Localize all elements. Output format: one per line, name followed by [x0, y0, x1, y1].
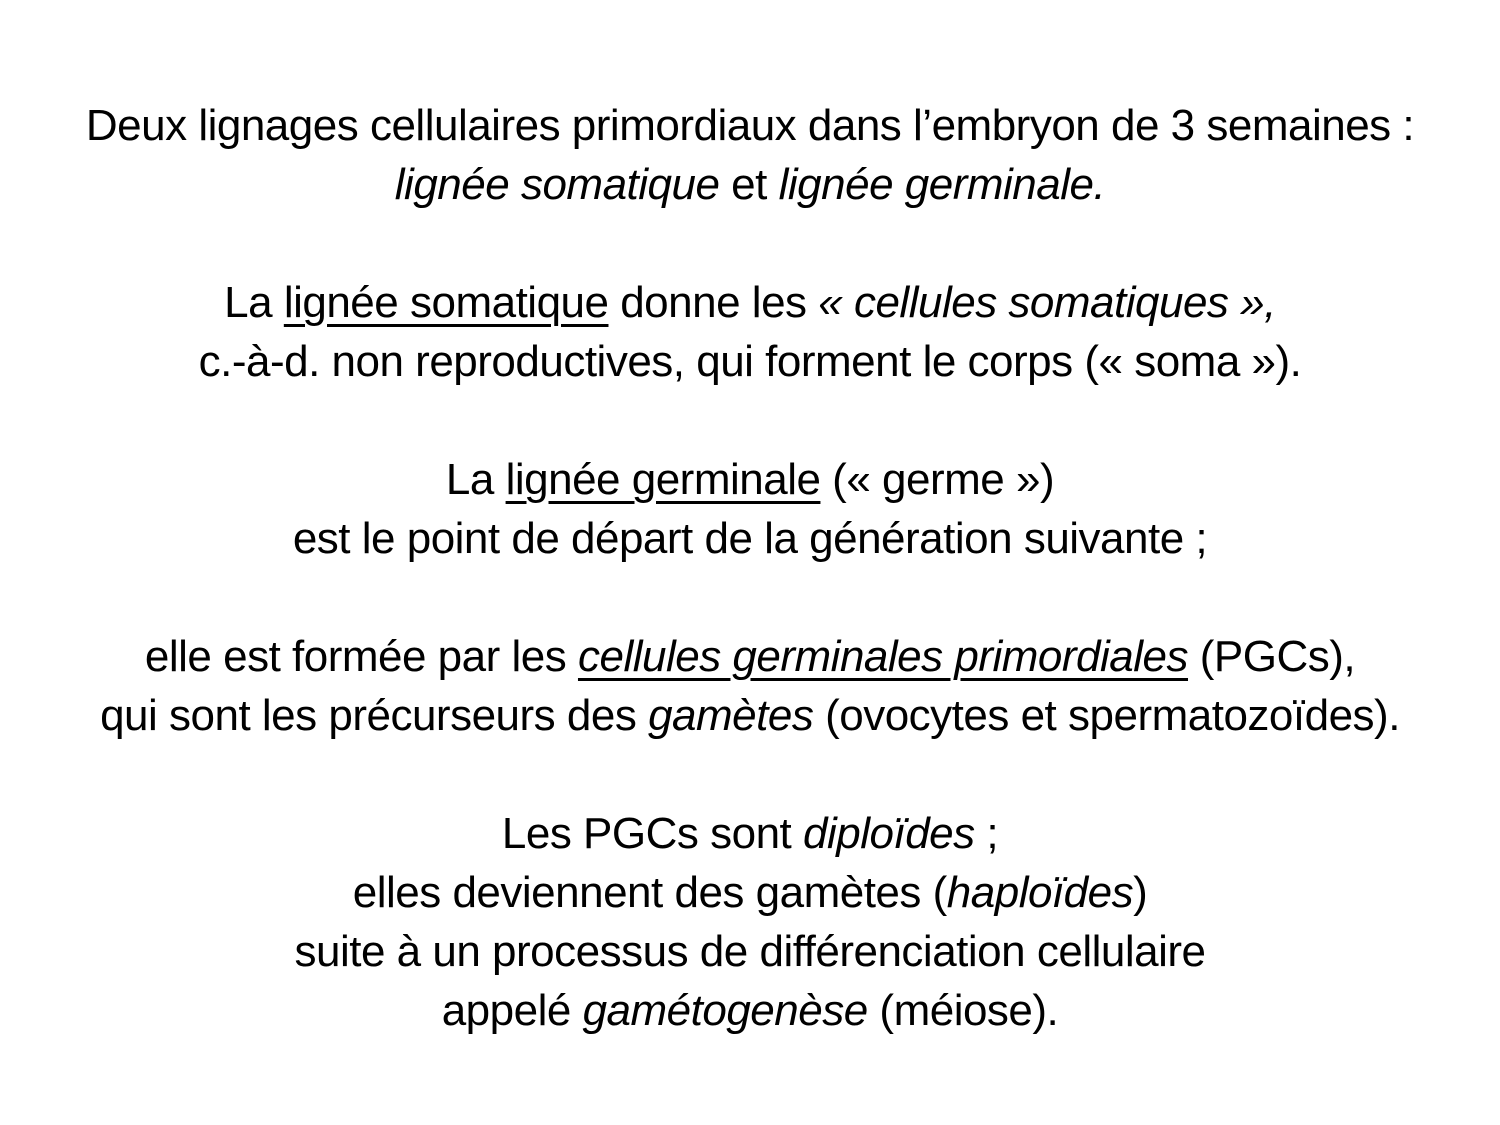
text-segment: c.-à-d. non reproductives, qui forment le corps (« soma »). [198, 337, 1302, 386]
text-segment: donne les [608, 278, 819, 327]
text-line [0, 273, 1500, 332]
text-segment: lignée germinale [505, 455, 821, 504]
text-segment: Deux lignages cellulaires primordiaux dans l’embryon de 3 semaines : [85, 101, 1415, 150]
paragraph-germinal-lineage [0, 450, 1500, 568]
text-segment: Les PGCs sont [501, 809, 804, 858]
text-segment: ) [1133, 868, 1148, 917]
text-line [0, 627, 1500, 686]
text-segment: ; [974, 809, 999, 858]
paragraph-pgcs [0, 627, 1500, 745]
text-segment: lignée germinale. [778, 160, 1106, 209]
text-segment: qui sont les précurseurs des [100, 691, 649, 740]
text-segment: suite à un processus de différenciation cellulaire [294, 927, 1206, 976]
text-line [0, 509, 1500, 568]
text-line [0, 96, 1500, 155]
paragraph-somatic-lineage [0, 273, 1500, 391]
text-segment: elle est formée par les [144, 632, 578, 681]
text-line [0, 804, 1500, 863]
text-line [0, 922, 1500, 981]
text-segment: La [445, 455, 506, 504]
text-line [0, 332, 1500, 391]
paragraph-gametogenesis [0, 804, 1500, 1040]
text-segment: cellules germinales primordiales [577, 632, 1189, 681]
text-segment: « cellules somatiques », [818, 278, 1276, 327]
text-segment: et [719, 160, 779, 209]
text-segment: (PGCs), [1188, 632, 1356, 681]
text-segment: gamétogenèse [582, 986, 868, 1035]
text-segment: lignée somatique [394, 160, 720, 209]
text-line [0, 981, 1500, 1040]
text-segment: est le point de départ de la génération suivante ; [292, 514, 1208, 563]
text-segment: diploïdes [803, 809, 975, 858]
text-line [0, 686, 1500, 745]
paragraph-title [0, 96, 1500, 214]
text-segment: gamètes [648, 691, 814, 740]
text-segment: haploïdes [946, 868, 1134, 917]
text-segment: (« germe ») [820, 455, 1055, 504]
text-line [0, 863, 1500, 922]
text-segment: elles deviennent des gamètes ( [352, 868, 947, 917]
text-line [0, 155, 1500, 214]
text-line [0, 450, 1500, 509]
text-segment: (ovocytes et spermatozoïdes). [813, 691, 1400, 740]
text-segment: appelé [441, 986, 583, 1035]
text-segment: lignée somatique [283, 278, 609, 327]
text-segment: (méiose). [867, 986, 1059, 1035]
text-segment: La [224, 278, 284, 327]
